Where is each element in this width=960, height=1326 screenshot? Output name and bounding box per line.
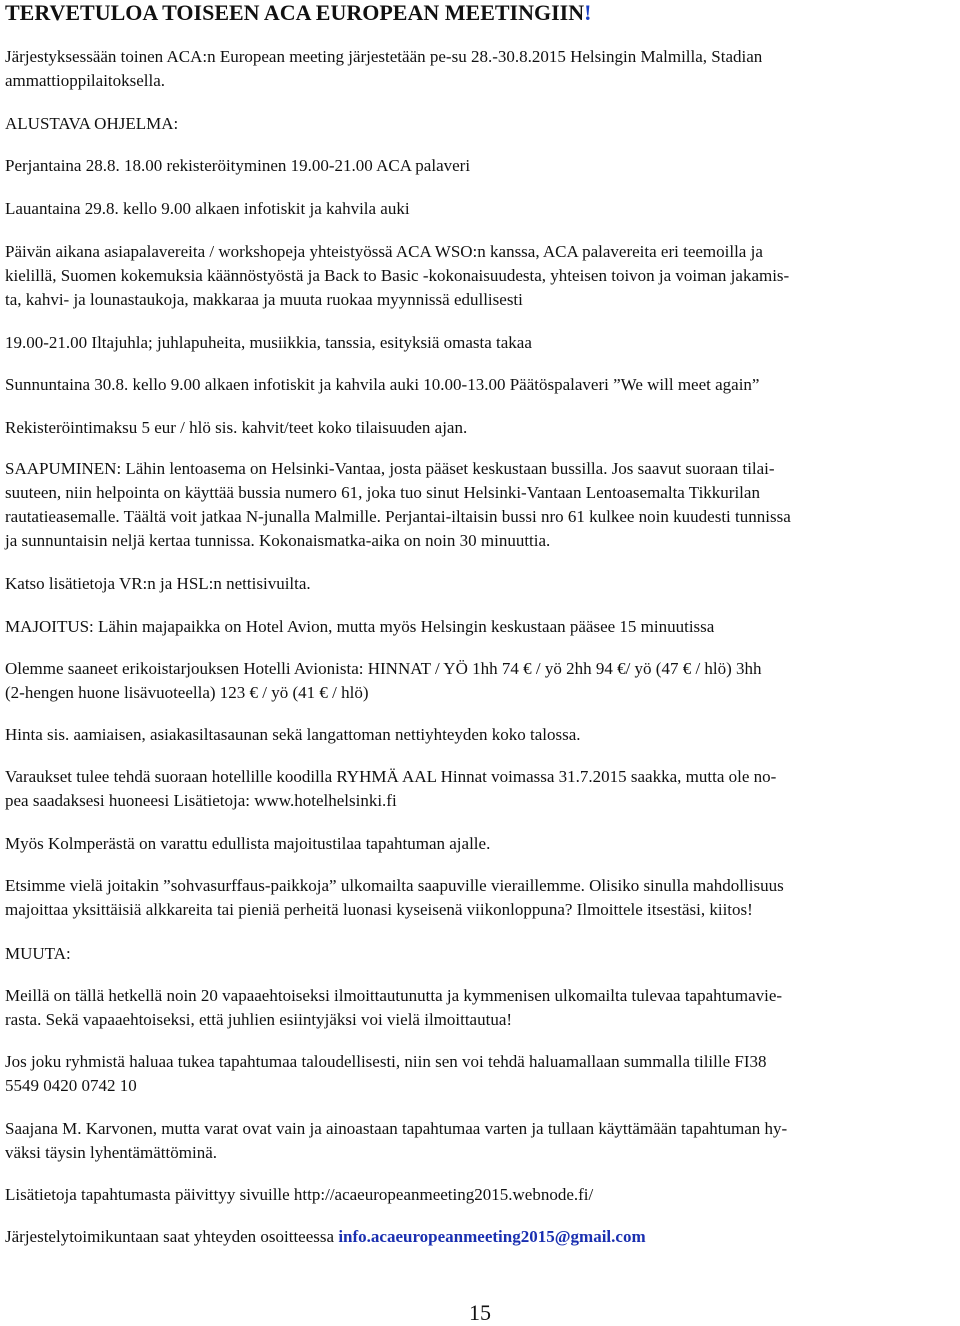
couchsurf-line: majoittaa yksittäisiä alkkareita tai pieniä perheitä luonasi kyseisenä viikonloppuna? Ilmoittele itsestäsi, kiitos! bbox=[5, 900, 753, 919]
contact-text: Järjestelytoimikuntaan saat yhteyden osoitteessa bbox=[5, 1227, 339, 1246]
signature-paragraph bbox=[5, 1117, 787, 1165]
couchsurf-line: Etsimme vielä joitakin ”sohvasurffaus-paikkoja” ulkomailta saapuville vieraillemme. Olisiko sinulla mahdollisuus bbox=[5, 876, 784, 895]
price-includes: Hinta sis. aamiaisen, asiakasiltasaunan sekä langattoman nettiyhteyden koko talossa. bbox=[5, 725, 581, 744]
intro-line: ammattioppilaitoksella. bbox=[5, 71, 166, 90]
title-mark: ! bbox=[584, 0, 592, 25]
contact-line bbox=[5, 1225, 646, 1249]
intro-paragraph bbox=[5, 45, 762, 93]
kolmperasta-note: Myös Kolmperästä on varattu edullista majoitustilaa tapahtuman ajalle. bbox=[5, 834, 491, 853]
day-program-paragraph bbox=[5, 240, 789, 312]
volunteers-line: rasta. Sekä vapaaehtoiseksi, että juhlien esiintyjäksi voi vielä ilmoittautua! bbox=[5, 1010, 513, 1029]
booking-paragraph bbox=[5, 765, 776, 813]
arrival-paragraph bbox=[5, 457, 791, 553]
hotel-offer-line: Olemme saaneet erikoistarjouksen Hotelli Avionista: HINNAT / YÖ 1hh 74 € / yö 2hh 94 €/ yö (47 € / hlö) 3hh bbox=[5, 659, 762, 678]
arrival-line: rautatieasemalle. Täältä voit jatkaa N-junalla Malmille. Perjantai-iltaisin bussi nro 61 kulkee noin kuudesti tunnissa bbox=[5, 507, 791, 526]
more-info: Katso lisätietoja VR:n ja HSL:n nettisivuilta. bbox=[5, 574, 311, 593]
volunteers-line: Meillä on tällä hetkellä noin 20 vapaaehtoiseksi ilmoittautunutta ja kymmenisen ulkomailta tulevaa tapahtumavie- bbox=[5, 986, 783, 1005]
intro-line: Järjestyksessään toinen ACA:n European meeting järjestetään pe-su 28.-30.8.2015 Helsingin Malmilla, Stadian bbox=[5, 47, 763, 66]
volunteers-paragraph bbox=[5, 984, 782, 1032]
sunday-program: Sunnuntaina 30.8. kello 9.00 alkaen infotiskit ja kahvila auki 10.00-13.00 Päätöspalaveri ”We will meet again” bbox=[5, 375, 760, 394]
saturday-program: Lauantaina 29.8. kello 9.00 alkaen infotiskit ja kahvila auki bbox=[5, 199, 410, 218]
day-program-line: ta, kahvi- ja lounastaukoja, makkaraa ja muuta ruokaa myynnissä edullisesti bbox=[5, 290, 523, 309]
friday-program: Perjantaina 28.8. 18.00 rekisteröityminen 19.00-21.00 ACA palaveri bbox=[5, 156, 471, 175]
signature-line: väksi täysin lyhentämättöminä. bbox=[5, 1143, 217, 1162]
page-number: 15 bbox=[469, 1300, 491, 1325]
arrival-line: SAAPUMINEN: Lähin lentoasema on Helsinki-Vantaa, josta pääset keskustaan bussilla. Jos saavut suoraan tilai- bbox=[5, 459, 775, 478]
support-paragraph bbox=[5, 1050, 767, 1098]
booking-line: Varaukset tulee tehdä suoraan hotellille koodilla RYHMÄ AAL Hinnat voimassa 31.7.2015 saakka, mutta ole no- bbox=[5, 767, 777, 786]
day-program-line: Päivän aikana asiapalavereita / workshopeja yhteistyössä ACA WSO:n kanssa, ACA palavereita eri teemoilla ja bbox=[5, 242, 763, 261]
title-text: TERVETULOA TOISEEN ACA EUROPEAN MEETINGIIN bbox=[5, 0, 585, 25]
other-heading: MUUTA: bbox=[5, 944, 71, 963]
website-info: Lisätietoja tapahtumasta päivittyy sivuille http://acaeuropeanmeeting2015.webnode.fi/ bbox=[5, 1185, 594, 1204]
accommodation: MAJOITUS: Lähin majapaikka on Hotel Avion, mutta myös Helsingin keskustaan pääsee 15 minuutissa bbox=[5, 617, 715, 636]
registration-fee: Rekisteröintimaksu 5 eur / hlö sis. kahvit/teet koko tilaisuuden ajan. bbox=[5, 418, 468, 437]
contact-email-link[interactable]: info.acaeuropeanmeeting2015@gmail.com bbox=[338, 1227, 646, 1246]
support-line: 5549 0420 0742 10 bbox=[5, 1076, 137, 1095]
page-title bbox=[5, 0, 591, 26]
arrival-line: suuteen, niin helpointa on käyttää bussia numero 61, joka tuo sinut Helsinki-Vantaan Lentoasemalta Tikkurilan bbox=[5, 483, 760, 502]
couchsurf-paragraph bbox=[5, 874, 784, 922]
evening-program: 19.00-21.00 Iltajuhla; juhlapuheita, musiikkia, tanssia, esityksiä omasta takaa bbox=[5, 333, 532, 352]
hotel-offer-paragraph bbox=[5, 657, 762, 705]
support-line: Jos joku ryhmistä haluaa tukea tapahtumaa taloudellisesti, niin sen voi tehdä haluamallaan summalla tilille FI38 bbox=[5, 1052, 767, 1071]
day-program-line: kielillä, Suomen kokemuksia käännöstyöstä ja Back to Basic -kokonaisuudesta, yhteisen toivon ja voiman jakamis- bbox=[5, 266, 790, 285]
signature-line: Saajana M. Karvonen, mutta varat ovat vain ja ainoastaan tapahtumaa varten ja tullaan käyttämään tapahtuman hy- bbox=[5, 1119, 788, 1138]
booking-line: pea saadaksesi huoneesi Lisätietoja: www.hotelhelsinki.fi bbox=[5, 791, 397, 810]
hotel-offer-line: (2-hengen huone lisävuoteella) 123 € / yö (41 € / hlö) bbox=[5, 683, 369, 702]
program-heading: ALUSTAVA OHJELMA: bbox=[5, 114, 179, 133]
arrival-line: ja sunnuntaisin neljä kertaa tunnissa. Kokonaismatka-aika on noin 30 minuuttia. bbox=[5, 531, 551, 550]
